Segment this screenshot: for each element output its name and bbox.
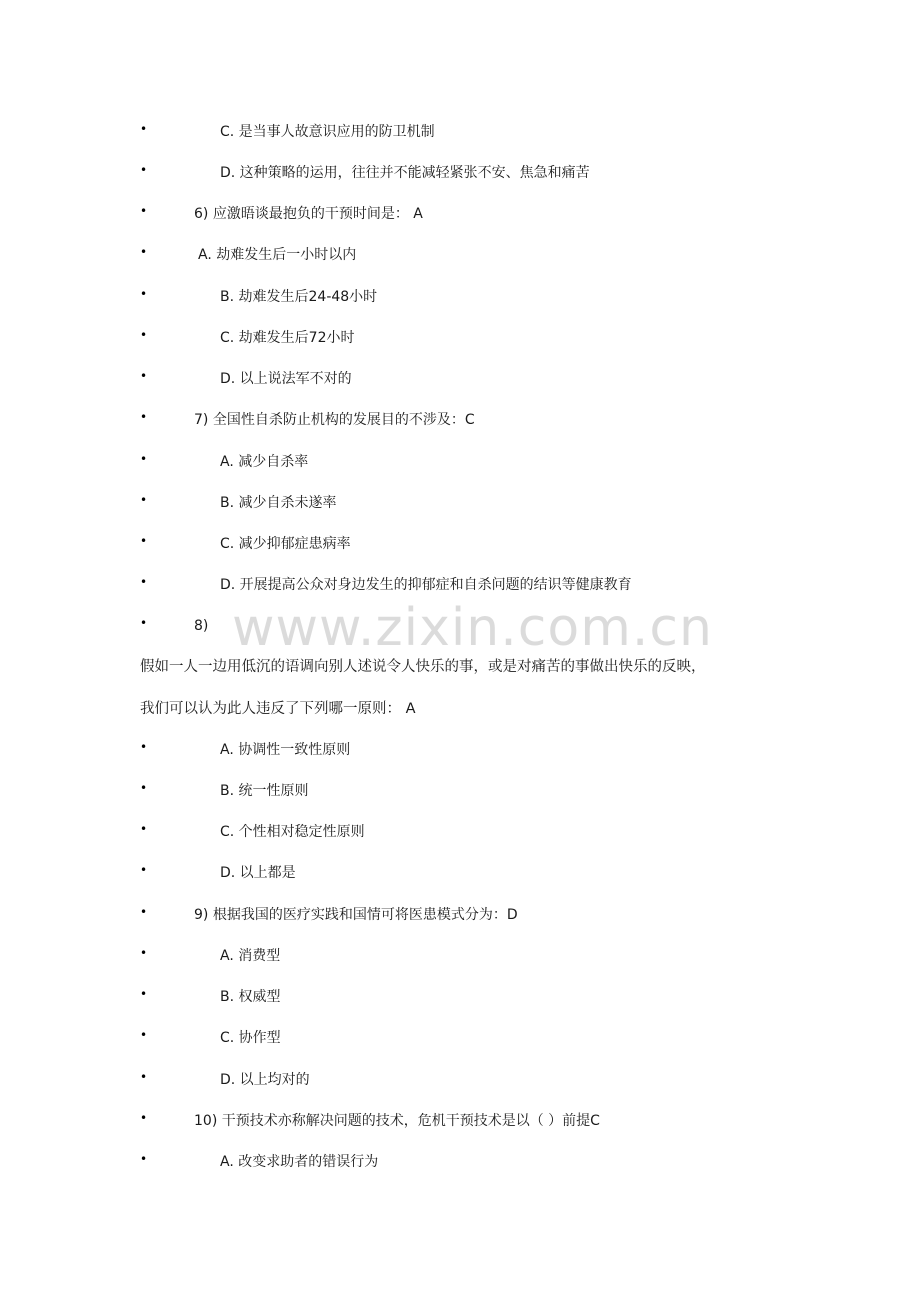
option-text: A. 改变求助者的错误行为: [220, 1154, 379, 1170]
list-item: [0, 903, 920, 927]
option-text: B. 权威型: [220, 989, 281, 1005]
bullet-icon: •: [140, 863, 148, 877]
list-item: [0, 1109, 920, 1133]
bullet-icon: •: [140, 122, 148, 136]
bullet-icon: •: [140, 493, 148, 507]
list-item: [0, 243, 920, 267]
option-text: A. 劫难发生后一小时以内: [198, 247, 357, 263]
list-item: [0, 738, 920, 762]
list-item: [0, 1068, 920, 1092]
option-text: B. 统一性原则: [220, 783, 309, 799]
bullet-icon: •: [140, 204, 148, 218]
bullet-icon: •: [140, 1152, 148, 1166]
watermark: www.zixin.com.cn: [232, 598, 713, 658]
bullet-icon: •: [140, 905, 148, 919]
list-item: [0, 861, 920, 885]
question-paragraph-line: 我们可以认为此人违反了下列哪一原则： A: [140, 701, 416, 717]
option-text: D. 以上均对的: [220, 1072, 310, 1088]
list-item: [0, 491, 920, 515]
option-text: D. 以上都是: [220, 865, 296, 881]
list-item: [0, 573, 920, 597]
list-item: [0, 202, 920, 226]
list-item: [0, 367, 920, 391]
option-text: B. 劫难发生后24-48小时: [220, 289, 378, 305]
bullet-icon: •: [140, 781, 148, 795]
list-item: [0, 161, 920, 185]
option-text: D. 以上说法军不对的: [220, 371, 352, 387]
question-text: 10) 干预技术亦称解决问题的技术，危机干预技术是以（ ）前提C: [194, 1113, 600, 1129]
list-item: [0, 532, 920, 556]
option-text: B. 减少自杀未遂率: [220, 495, 337, 511]
list-item: [0, 1026, 920, 1050]
bullet-icon: •: [140, 410, 148, 424]
option-text: A. 减少自杀率: [220, 454, 309, 470]
bullet-icon: •: [140, 328, 148, 342]
option-text: D. 这种策略的运用，往往并不能减轻紧张不安、焦急和痛苦: [220, 165, 590, 181]
option-text: A. 消费型: [220, 948, 281, 964]
option-text: D. 开展提高公众对身边发生的抑郁症和自杀问题的结识等健康教育: [220, 577, 632, 593]
option-text: C. 协作型: [220, 1030, 281, 1046]
bullet-icon: •: [140, 1070, 148, 1084]
bullet-icon: •: [140, 946, 148, 960]
list-item: [0, 285, 920, 309]
bullet-icon: •: [140, 575, 148, 589]
bullet-icon: •: [140, 452, 148, 466]
bullet-icon: •: [140, 245, 148, 259]
list-item: [0, 450, 920, 474]
option-text: C. 个性相对稳定性原则: [220, 824, 365, 840]
bullet-icon: •: [140, 534, 148, 548]
list-item: [0, 614, 920, 638]
option-text: C. 是当事人故意识应用的防卫机制: [220, 124, 435, 140]
option-text: C. 劫难发生后72小时: [220, 330, 355, 346]
list-item: [0, 326, 920, 350]
list-item: [0, 408, 920, 432]
bullet-icon: •: [140, 822, 148, 836]
option-text: C. 减少抑郁症患病率: [220, 536, 351, 552]
list-item: [0, 985, 920, 1009]
question-paragraph-line: 假如一人一边用低沉的语调向别人述说令人快乐的事，或是对痛苦的事做出快乐的反映，: [140, 659, 706, 675]
question-text: 6) 应激晤谈最抱负的干预时间是： A: [194, 206, 423, 222]
bullet-icon: •: [140, 1028, 148, 1042]
question-text: 9) 根据我国的医疗实践和国情可将医患模式分为：D: [194, 907, 518, 923]
bullet-icon: •: [140, 163, 148, 177]
bullet-icon: •: [140, 1111, 148, 1125]
list-item: [0, 820, 920, 844]
option-text: A. 协调性一致性原则: [220, 742, 351, 758]
question-text: 7) 全国性自杀防止机构的发展目的不涉及：C: [194, 412, 475, 428]
bullet-icon: •: [140, 287, 148, 301]
list-item: [0, 1150, 920, 1174]
list-item: [0, 779, 920, 803]
bullet-icon: •: [140, 987, 148, 1001]
question-text: 8): [194, 618, 209, 634]
bullet-icon: •: [140, 369, 148, 383]
bullet-icon: •: [140, 616, 148, 630]
list-item: [0, 120, 920, 144]
bullet-icon: •: [140, 740, 148, 754]
list-item: [0, 944, 920, 968]
